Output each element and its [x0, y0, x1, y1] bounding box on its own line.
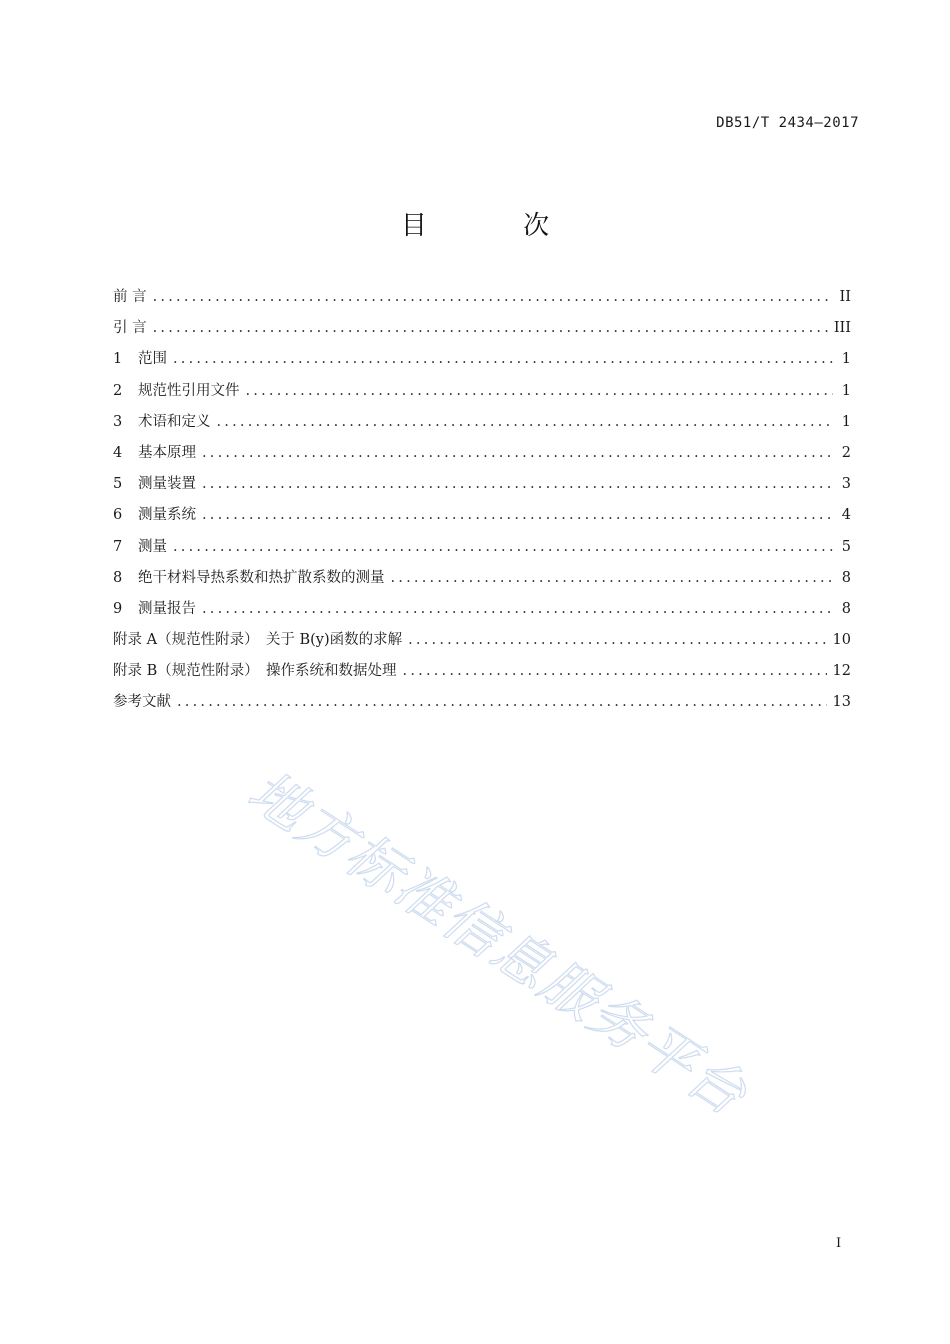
toc-label	[113, 563, 385, 594]
toc-entry-introduction[interactable]	[113, 313, 851, 344]
toc-entry-appendix-b[interactable]	[113, 656, 851, 687]
toc-entry-terms-definitions[interactable]	[113, 407, 851, 438]
toc-label	[113, 532, 167, 563]
toc-label	[113, 344, 167, 375]
toc-label: 附录 A（规范性附录） 关于 B(y)函数的求解	[113, 632, 403, 649]
toc-leader	[153, 282, 833, 313]
toc-entry-measurement[interactable]	[113, 532, 851, 563]
toc-leader	[202, 500, 833, 531]
toc-leader	[202, 469, 833, 500]
toc-section-number: 4	[113, 444, 123, 461]
toc-section-number: 2	[113, 382, 123, 399]
footer-page-number: I	[836, 1236, 842, 1251]
toc-page-number: 1	[841, 351, 851, 368]
toc-page-number: 12	[832, 663, 851, 680]
toc-leader	[173, 344, 833, 375]
toc-leader	[173, 532, 833, 563]
toc-page-number: 10	[832, 632, 851, 649]
toc-entry-references[interactable]	[113, 687, 851, 718]
toc-leader	[202, 594, 833, 625]
toc-page-number: 8	[841, 600, 851, 617]
toc-entry-foreword[interactable]	[113, 282, 851, 313]
toc-label: 附录 B（规范性附录） 操作系统和数据处理	[113, 663, 397, 680]
toc-page-number: 1	[841, 382, 851, 399]
toc-label	[113, 407, 211, 438]
table-of-contents	[113, 282, 851, 719]
toc-label	[113, 469, 196, 500]
toc-page-number: II	[839, 289, 851, 305]
toc-section-number: 1	[113, 351, 123, 368]
toc-entry-scope[interactable]	[113, 344, 851, 375]
toc-leader	[217, 407, 834, 438]
toc-section-title: 测量系统	[138, 507, 196, 524]
toc-leader	[408, 625, 826, 656]
toc-entry-basic-principle[interactable]	[113, 438, 851, 469]
watermark: 地方标准信息服务平台	[236, 758, 759, 1129]
toc-section-number: 8	[113, 569, 123, 586]
toc-entry-measuring-system[interactable]	[113, 500, 851, 531]
toc-section-title: 基本原理	[138, 444, 196, 461]
toc-label: 引 言	[113, 320, 147, 337]
toc-section-title: 测量装置	[138, 476, 196, 493]
toc-label: 参考文献	[113, 694, 171, 711]
toc-label: 前 言	[113, 289, 147, 305]
toc-section-title: 测量	[138, 538, 167, 555]
toc-leader	[177, 687, 827, 718]
toc-section-title: 绝干材料导热系数和热扩散系数的测量	[138, 569, 385, 586]
toc-label	[113, 594, 196, 625]
page-title: 目 次	[400, 211, 594, 241]
toc-section-title: 范围	[138, 351, 167, 368]
toc-section-number: 9	[113, 600, 123, 617]
toc-entry-dry-material-measurement[interactable]	[113, 563, 851, 594]
toc-section-number: 5	[113, 476, 123, 493]
toc-leader	[202, 438, 833, 469]
toc-leader	[246, 376, 834, 407]
toc-entry-measuring-device[interactable]	[113, 469, 851, 500]
toc-entry-measurement-report[interactable]	[113, 594, 851, 625]
toc-section-title: 规范性引用文件	[138, 382, 240, 399]
toc-page-number: 5	[841, 538, 851, 555]
toc-page-number: III	[833, 320, 851, 337]
toc-entry-appendix-a[interactable]	[113, 625, 851, 656]
toc-leader	[403, 656, 827, 687]
toc-page-number: 2	[841, 444, 851, 461]
toc-section-number: 6	[113, 507, 123, 524]
document-code: DB51/T 2434—2017	[716, 115, 859, 131]
toc-page-number: 1	[841, 413, 851, 430]
toc-section-title: 术语和定义	[138, 413, 211, 430]
toc-section-number: 3	[113, 413, 123, 430]
toc-leader	[391, 563, 834, 594]
toc-section-number: 7	[113, 538, 123, 555]
toc-label	[113, 438, 196, 469]
toc-entry-normative-references[interactable]	[113, 376, 851, 407]
toc-page-number: 4	[841, 507, 851, 524]
toc-label	[113, 500, 196, 531]
toc-section-title: 测量报告	[138, 600, 196, 617]
toc-leader	[153, 313, 828, 344]
toc-page-number: 8	[841, 569, 851, 586]
toc-page-number: 13	[832, 694, 851, 711]
toc-label	[113, 376, 240, 407]
toc-page-number: 3	[841, 476, 851, 493]
